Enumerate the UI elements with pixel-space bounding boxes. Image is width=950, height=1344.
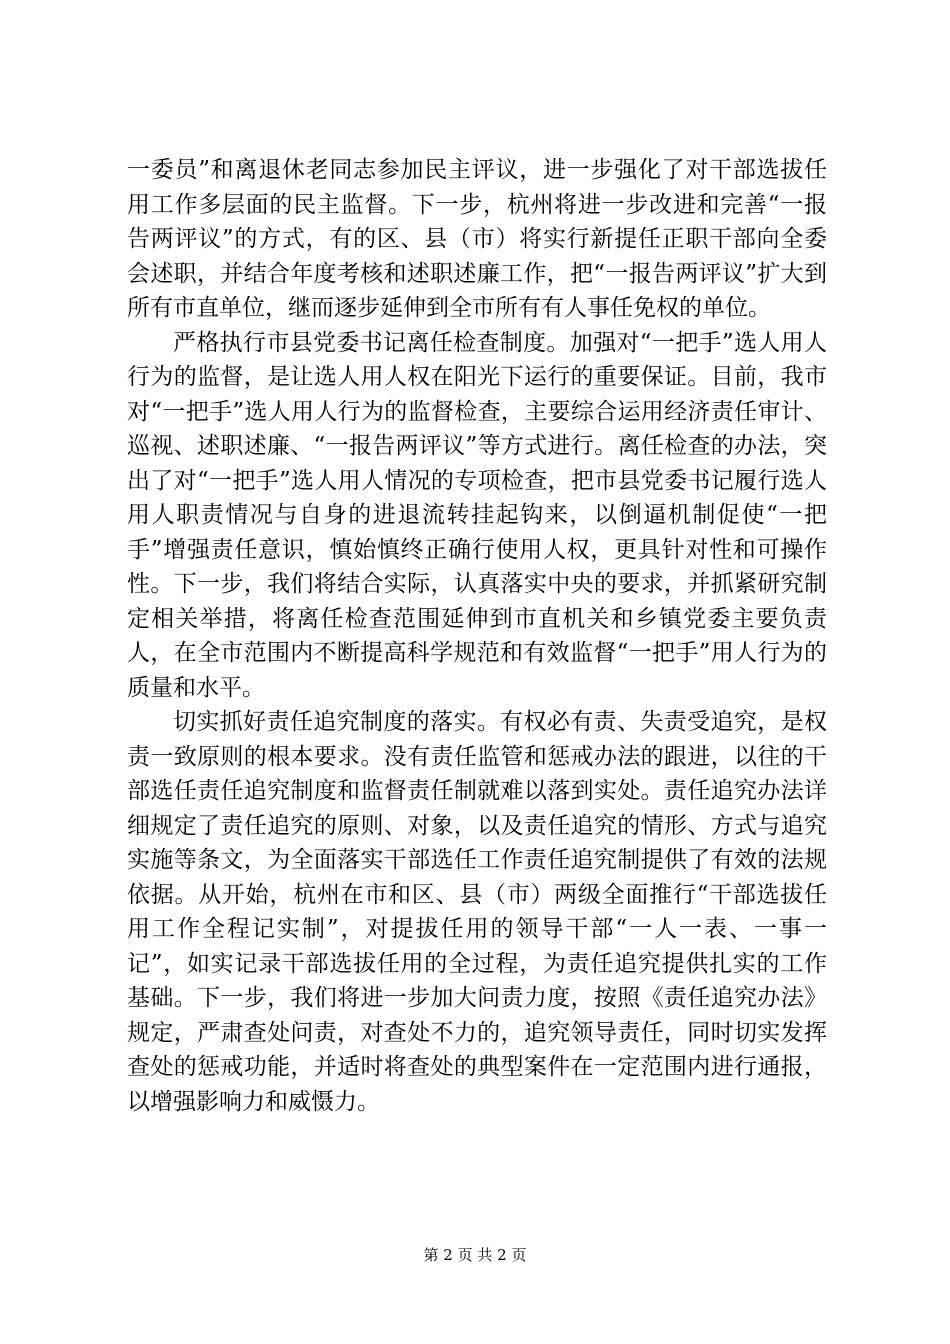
paragraph-continuation: 一委员”和离退休老同志参加民主评议，进一步强化了对干部选拔任用工作多层面的民主监督。下一步，杭州将进一步改进和完善“一报告两评议”的方式，有的区、县（市）将实行新提任正职干部向全委会述职，并结合年度考核和述职述廉工作，把“一报告两评议”扩大到所有市直单位，继而逐步延伸到全市所有有人事任免权的单位。 <box>127 157 827 321</box>
document-body <box>127 153 827 1119</box>
paragraph-leave-office-inspection: 严格执行市县党委书记离任检查制度。加强对“一把手”选人用人行为的监督，是让选人用人权在阳光下运行的重要保证。目前，我市对“一把手”选人用人行为的监督检查，主要综合运用经济责任审计、巡视、述职述廉、“一报告两评议”等方式进行。离任检查的办法，突出了对“一把手”选人用人情况的专项检查，把市县党委书记履行选人用人职责情况与自身的进退流转挂起钩来，以倒逼机制促使“一把手”增强责任意识，慎始慎终正确行使用人权，更具针对性和可操作性。下一步，我们将结合实际，认真落实中央的要求，并抓紧研究制定相关举措，将离任检查范围延伸到市直机关和乡镇党委主要负责人，在全市范围内不断提高科学规范和有效监督“一把手”用人行为的质量和水平。 <box>127 329 827 701</box>
page-footer: 第 2 页 共 2 页 <box>423 1246 527 1264</box>
paragraph-accountability: 切实抓好责任追究制度的落实。有权必有责、失责受追究，是权责一致原则的根本要求。没有责任监管和惩戒办法的跟进，以往的干部选任责任追究制度和监督责任制就难以落到实处。责任追究办法详细规定了责任追究的原则、对象，以及责任追究的情形、方式与追究实施等条文，为全面落实干部选任工作责任追究制提供了有效的法规依据。从开始，杭州在市和区、县（市）两级全面推行“干部选拔任用工作全程记实制”，对提拔任用的领导干部“一人一表、一事一记”，如实记录干部选拔任用的全过程，为责任追究提供扎实的工作基础。下一步，我们将进一步加大问责力度，按照《责任追究办法》规定，严肃查处问责，对查处不力的，追究领导责任，同时切实发挥查处的惩戒功能，并适时将查处的典型案件在一定范围内进行通报，以增强影响力和威慑力。 <box>127 709 827 1115</box>
